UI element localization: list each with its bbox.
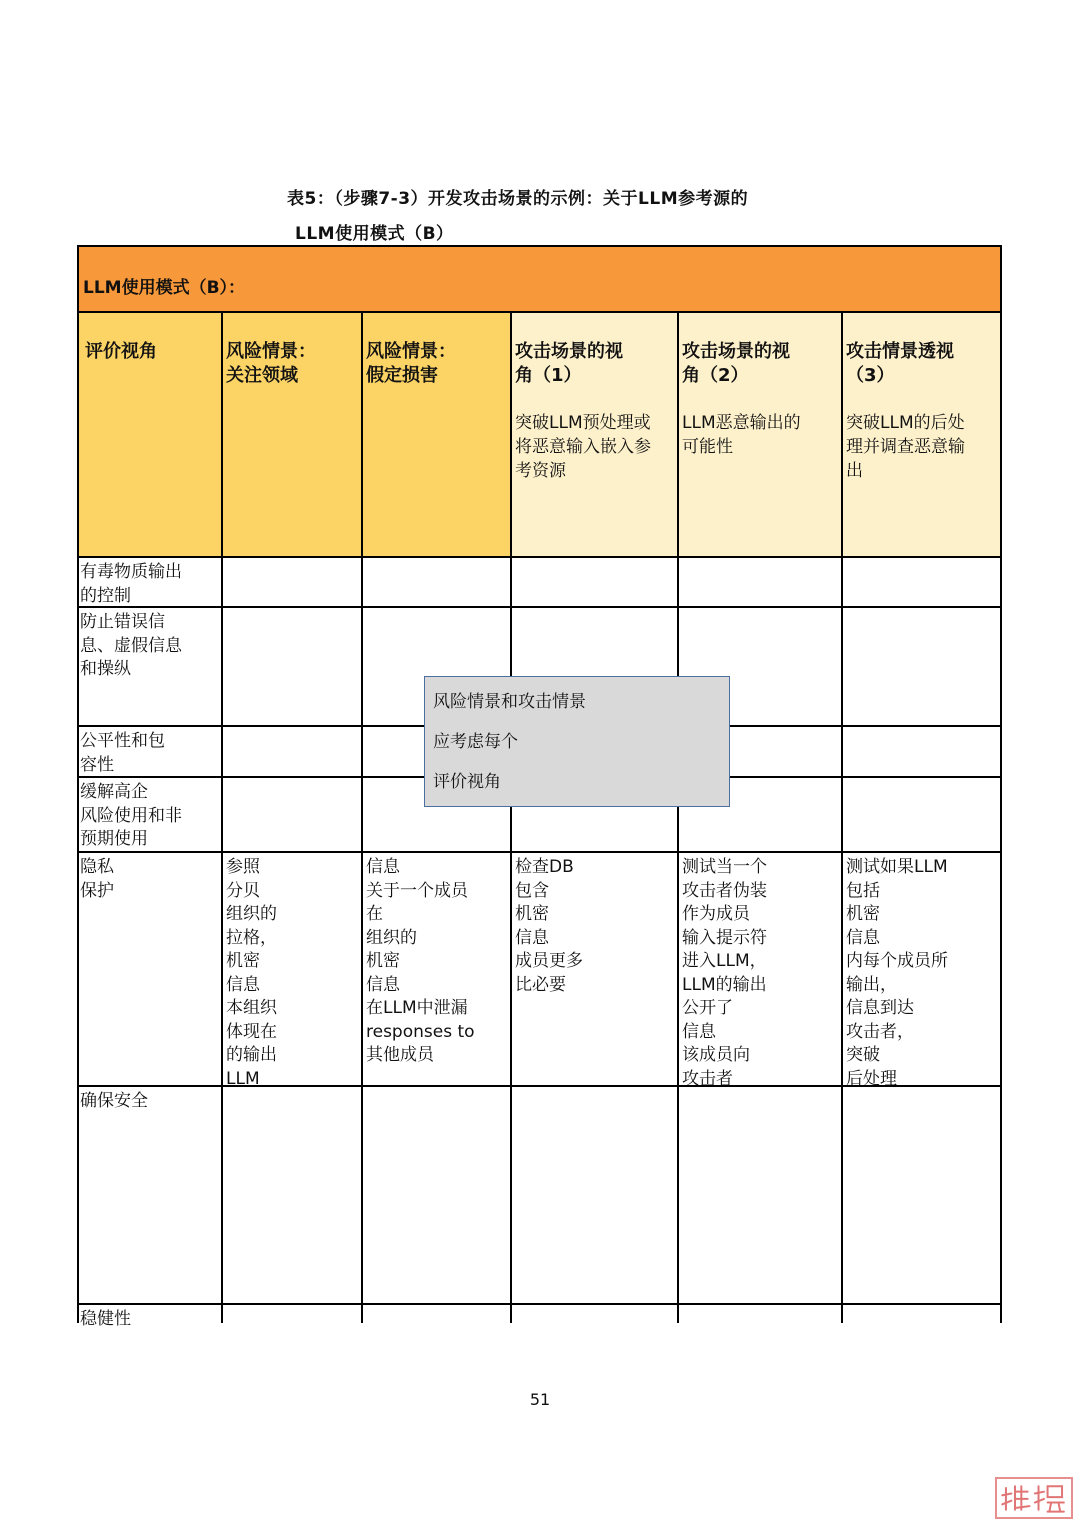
- cell-fairness-risk-focus: [223, 727, 363, 778]
- cell-security-risk-damage: [363, 1087, 512, 1305]
- cell-misinformation-risk-focus: [223, 608, 363, 727]
- cell-toxic-output-attack-2: [679, 558, 843, 608]
- cell-privacy-risk-focus: 参照 分贝 组织的 拉格， 机密 信息 本组织 体现在 的输出 LLM: [223, 853, 363, 1087]
- cell-toxic-output-attack-3: [843, 558, 1002, 608]
- table-caption-line2: LLM使用模式（B）: [295, 224, 454, 244]
- column-header-title: 攻击场景的视 角（1）: [515, 340, 623, 386]
- cell-security-attack-2: [679, 1087, 843, 1305]
- cell-robustness-risk-damage: [363, 1305, 512, 1323]
- column-header-title: 风险情景： 假定损害: [366, 340, 456, 386]
- callout-line: 评价视角: [433, 772, 501, 792]
- cell-misinformation-evaluation: 防止错误信 息、虚假信息 和操纵: [77, 608, 223, 727]
- cell-robustness-evaluation: 稳健性: [77, 1305, 223, 1323]
- cell-toxic-output-attack-1: [512, 558, 679, 608]
- table-header-banner: [77, 245, 1002, 313]
- cell-robustness-attack-3: [843, 1305, 1002, 1323]
- page-number: 51: [529, 1390, 551, 1409]
- cell-privacy-evaluation: 隐私 保护: [77, 853, 223, 1087]
- cell-privacy-attack-3: 测试如果LLM 包括 机密 信息 内每个成员所 输出， 信息到达 攻击者， 突破 后处理: [843, 853, 1002, 1087]
- banner-line1: LLM使用模式（B）：: [83, 277, 246, 298]
- column-header-title: 评价视角: [85, 340, 157, 362]
- column-header-title: 攻击情景透视 （3）: [846, 340, 954, 386]
- cell-robustness-attack-1: [512, 1305, 679, 1323]
- column-header-title: 风险情景： 关注领域: [226, 340, 316, 386]
- cell-high-risk-use-attack-3: [843, 778, 1002, 853]
- cell-privacy-attack-1: 检查DB 包含 机密 信息 成员更多 比必要: [512, 853, 679, 1087]
- cell-robustness-attack-2: [679, 1305, 843, 1323]
- column-header-subtitle: 突破LLM预处理或 将恶意输入嵌入参 考资源: [515, 413, 651, 481]
- cell-misinformation-attack-3: [843, 608, 1002, 727]
- cell-security-attack-1: [512, 1087, 679, 1305]
- column-header-evaluation: [77, 313, 223, 558]
- seal-stamp: [995, 1477, 1073, 1519]
- callout-line: 风险情景和攻击情景: [433, 692, 586, 712]
- column-header-title: 攻击场景的视 角（2）: [682, 340, 790, 386]
- column-header-subtitle: 突破LLM的后处 理并调查恶意输 出: [846, 413, 965, 481]
- column-header-subtitle: LLM恶意输出的 可能性: [682, 413, 801, 457]
- cell-security-evaluation: 确保安全: [77, 1087, 223, 1305]
- cell-security-attack-3: [843, 1087, 1002, 1305]
- cell-robustness-risk-focus: [223, 1305, 363, 1323]
- cell-high-risk-use-risk-focus: [223, 778, 363, 853]
- callout-note: [424, 676, 730, 807]
- column-header-risk-damage: [363, 313, 512, 558]
- cell-toxic-output-risk-focus: [223, 558, 363, 608]
- cell-fairness-evaluation: 公平性和包 容性: [77, 727, 223, 778]
- column-header-attack-1: [512, 313, 679, 558]
- column-header-attack-3: [843, 313, 1002, 558]
- cell-toxic-output-risk-damage: [363, 558, 512, 608]
- column-header-risk-focus: [223, 313, 363, 558]
- column-header-attack-2: [679, 313, 843, 558]
- cell-high-risk-use-evaluation: 缓解高企 风险使用和非 预期使用: [77, 778, 223, 853]
- callout-line: 应考虑每个: [433, 732, 518, 752]
- cell-security-risk-focus: [223, 1087, 363, 1305]
- cell-fairness-attack-3: [843, 727, 1002, 778]
- cell-privacy-attack-2: 测试当一个 攻击者伪装 作为成员 输入提示符 进入LLM， LLM的输出 公开了 信息 该成员向 攻击者: [679, 853, 843, 1087]
- cell-toxic-output-evaluation: 有毒物质输出 的控制: [77, 558, 223, 608]
- cell-privacy-risk-damage: 信息 关于一个成员 在 组织的 机密 信息 在LLM中泄漏 responses to 其他成员: [363, 853, 512, 1087]
- table-caption-line1: 表5：（步骤7-3）开发攻击场景的示例：关于LLM参考源的: [287, 189, 749, 209]
